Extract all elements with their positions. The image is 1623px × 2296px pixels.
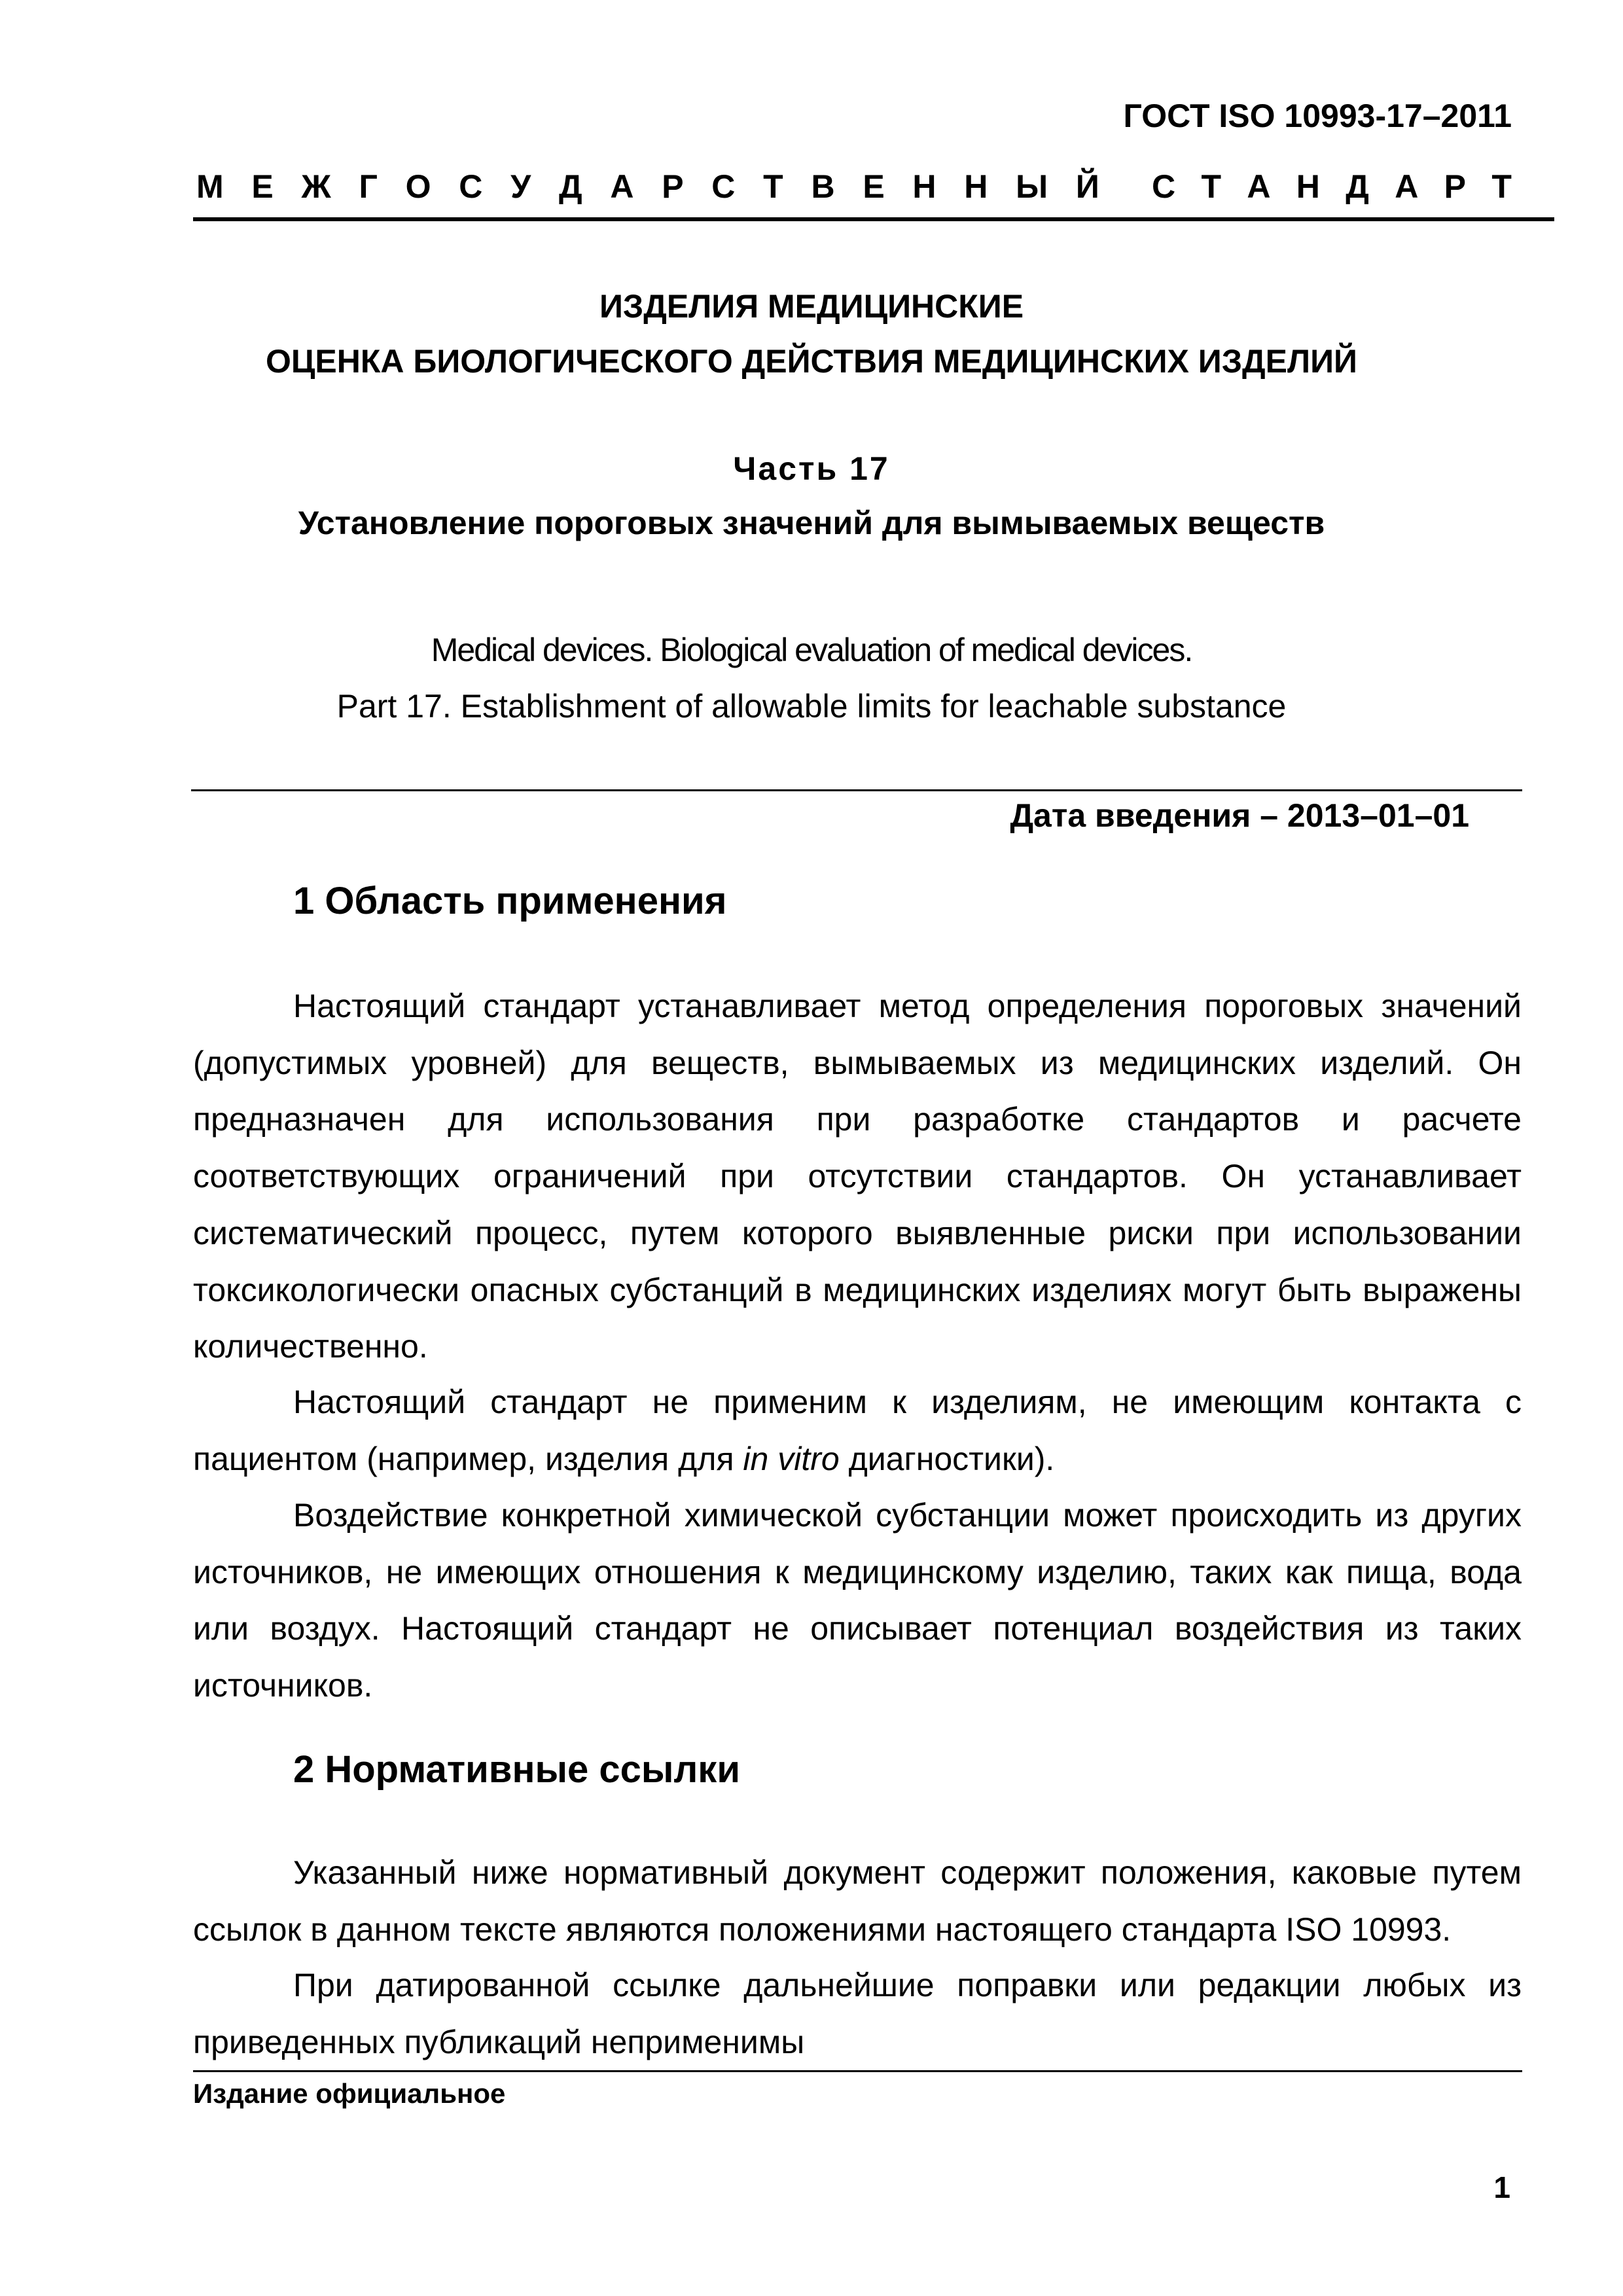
title-line-1: ИЗДЕЛИЯ МЕДИЦИНСКИЕ xyxy=(599,288,1024,325)
letter: Й xyxy=(1075,168,1099,205)
letter: С xyxy=(1152,168,1176,205)
letter: Г xyxy=(359,168,378,205)
section-1-heading: 1 Область применения xyxy=(293,880,727,922)
footer-divider xyxy=(193,2070,1522,2072)
letter: Н xyxy=(1296,168,1320,205)
letter: Р xyxy=(662,168,684,205)
part-title: Установление пороговых значений для вымываемых веществ xyxy=(298,505,1325,541)
letter: А xyxy=(1395,168,1419,205)
letter: Н xyxy=(964,168,988,205)
introduction-date: Дата введения – 2013–01–01 xyxy=(1010,797,1469,834)
paragraph-text: Настоящий стандарт не применим к изделиям, не имеющим контакта с пациентом (например, изделия для xyxy=(193,1384,1522,1477)
letter: Е xyxy=(251,168,274,205)
page-number: 1 xyxy=(1493,2170,1510,2204)
part-label: Часть 17 xyxy=(733,450,890,487)
letter: Ы xyxy=(1016,168,1048,205)
letter: Е xyxy=(863,168,885,205)
letter: Д xyxy=(558,168,582,205)
interstate-word xyxy=(196,168,1099,206)
title-divider xyxy=(191,789,1522,791)
standard-word xyxy=(1152,168,1512,206)
letter: Д xyxy=(1346,168,1369,205)
standard-type-heading xyxy=(196,168,1512,206)
letter: С xyxy=(711,168,736,205)
letter: С xyxy=(459,168,483,205)
letter: А xyxy=(1247,168,1271,205)
section-1-paragraph-2 xyxy=(193,1374,1522,1487)
letter: Т xyxy=(1201,168,1221,205)
letter: Р xyxy=(1444,168,1467,205)
letter: М xyxy=(196,168,224,205)
section-2-paragraph-1: Указанный ниже нормативный документ содержит положения, каковые путем ссылок в данном тексте являются положениями настоящего стандарта ISO 10993. xyxy=(193,1854,1522,1948)
section-1-paragraph-1: Настоящий стандарт устанавливает метод определения пороговых значений (допустимых уровней) для веществ, вымываемых из медицинских изделий. Он предназначен для использования при разработке стандартов и расчете соответствующих ограничений при отсутствии стандартов. Он устанавливает систематический процесс, путем которого выявленные риски при использовании токсикологически опасных субстанций в медицинских изделиях могут быть выражены количественно. xyxy=(193,988,1522,1365)
letter: Ж xyxy=(301,168,331,205)
letter: О xyxy=(405,168,431,205)
english-title xyxy=(0,622,1623,734)
section-2-paragraph-2: При датированной ссылке дальнейшие поправки или редакции любых из приведенных публикаций неприменимы xyxy=(193,1967,1522,2060)
letter: У xyxy=(510,168,531,205)
document-code: ГОСТ ISO 10993-17–2011 xyxy=(1123,98,1512,134)
header-divider xyxy=(193,217,1554,221)
official-edition-label: Издание официальное xyxy=(193,2078,506,2109)
title-block xyxy=(0,279,1623,389)
italic-term: in vitro xyxy=(743,1440,840,1477)
english-title-line-2: Part 17. Establishment of allowable limits for leachable substance xyxy=(336,688,1287,725)
letter: А xyxy=(610,168,634,205)
english-title-line-1: Medical devices. Biological evaluation of medical devices. xyxy=(431,632,1192,668)
letter: Т xyxy=(763,168,783,205)
letter: В xyxy=(811,168,835,205)
title-line-2: ОЦЕНКА БИОЛОГИЧЕСКОГО ДЕЙСТВИЯ МЕДИЦИНСКИХ ИЗДЕЛИЙ xyxy=(266,343,1357,380)
letter: Н xyxy=(912,168,936,205)
section-1-paragraph-3: Воздействие конкретной химической субстанции может происходить из других источников, не имеющих отношения к медицинскому изделию, таких как пища, вода или воздух. Настоящий стандарт не описывает потенциал воздействия из таких источников. xyxy=(193,1497,1522,1704)
paragraph-text: диагностики). xyxy=(839,1440,1055,1477)
letter: Т xyxy=(1491,168,1512,205)
section-2-heading: 2 Нормативные ссылки xyxy=(293,1748,740,1791)
